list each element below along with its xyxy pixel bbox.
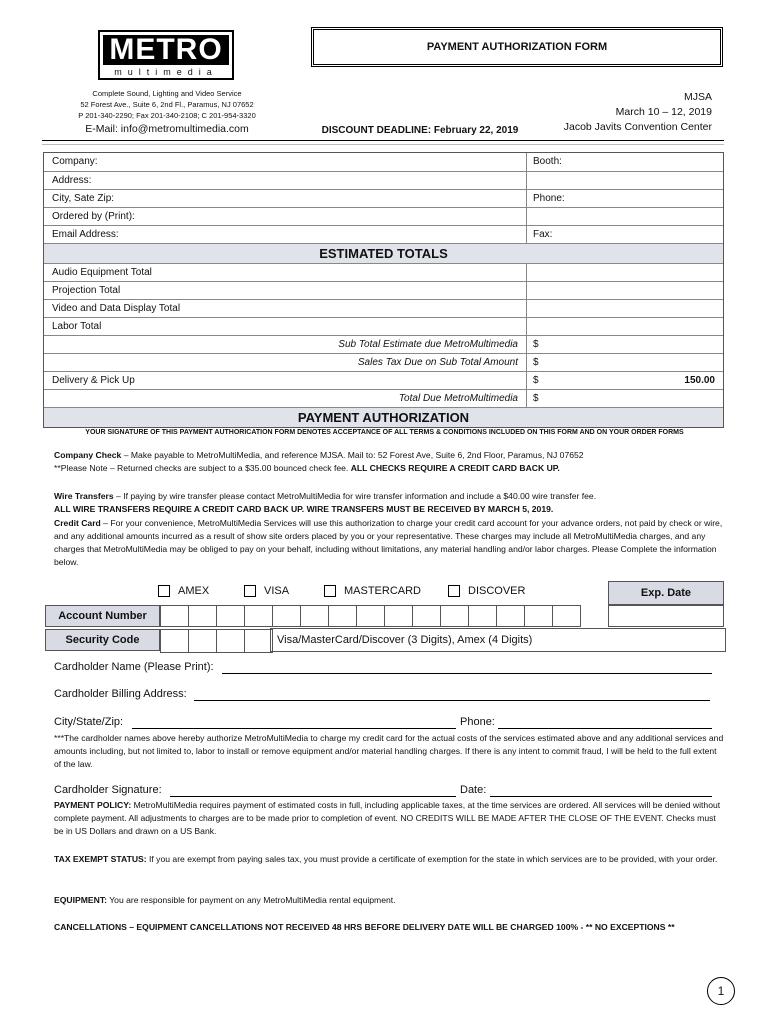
exp-date-label: Exp. Date bbox=[608, 581, 724, 605]
total-label: Video and Data Display Total bbox=[44, 300, 527, 317]
signature-input[interactable] bbox=[170, 796, 456, 797]
account-digit-cell[interactable] bbox=[244, 605, 273, 627]
authorization-statement: ***The cardholder names above hereby authorize MetroMultiMedia to charge my credit card for the actual costs of the services estimated above and any additional services and amounts including, but not limited to, labor to install or remove equipment and/or material handling charges. If there is any intent to commit fraud, I will be held to the full extent of the law. bbox=[54, 733, 724, 769]
check-note-bold: ALL CHECKS REQUIRE A CREDIT CARD BACK UP. bbox=[350, 463, 560, 473]
total-amount-cell[interactable] bbox=[527, 354, 723, 371]
phone-input[interactable] bbox=[498, 728, 712, 729]
total-label: Sub Total Estimate due MetroMultimedia bbox=[44, 336, 527, 353]
payment-policy bbox=[54, 799, 724, 838]
company-check-label: Company Check bbox=[54, 450, 122, 460]
equipment-label: EQUIPMENT: bbox=[54, 895, 107, 905]
account-digit-cell[interactable] bbox=[552, 605, 581, 627]
wire-transfer-paragraph bbox=[54, 490, 724, 516]
total-row bbox=[44, 281, 723, 299]
security-code-label: Security Code bbox=[45, 629, 160, 651]
account-digit-cell[interactable] bbox=[328, 605, 357, 627]
payment-policy-label: PAYMENT POLICY: bbox=[54, 800, 132, 810]
payment-authorization-heading: PAYMENT AUTHORIZATION bbox=[44, 407, 723, 427]
city-state-zip-field[interactable]: City, Sate Zip: bbox=[44, 190, 527, 207]
fax-field[interactable]: Fax: bbox=[533, 229, 553, 240]
city-state-zip-label: City/State/Zip: bbox=[54, 716, 124, 728]
wire-text: – If paying by wire transfer please contact MetroMultiMedia for wire transfer information and include a $40.00 wire transfer fee. bbox=[113, 491, 597, 501]
order-info-table bbox=[43, 152, 724, 428]
equipment-text: You are responsible for payment on any MetroMultiMedia rental equipment. bbox=[107, 895, 396, 905]
total-label: Labor Total bbox=[44, 318, 527, 335]
total-amount-cell[interactable] bbox=[527, 282, 723, 299]
company-logo bbox=[98, 30, 234, 80]
security-digit-cell[interactable] bbox=[160, 629, 189, 653]
info-row bbox=[44, 225, 723, 243]
company-email: E-Mail: info@metromultimedia.com bbox=[85, 123, 249, 135]
equipment-note bbox=[54, 894, 724, 907]
company-field[interactable]: Company: bbox=[44, 153, 527, 171]
amex-checkbox[interactable] bbox=[158, 585, 170, 597]
signature-label: Cardholder Signature: bbox=[54, 784, 162, 796]
booth-field[interactable]: Booth: bbox=[533, 156, 562, 167]
page-number: 1 bbox=[707, 977, 735, 1005]
account-digit-cell[interactable] bbox=[188, 605, 217, 627]
credit-label: Credit Card bbox=[54, 518, 101, 528]
security-digit-cell[interactable] bbox=[188, 629, 217, 653]
currency-symbol: $ bbox=[533, 375, 539, 386]
account-digit-cell[interactable] bbox=[216, 605, 245, 627]
total-amount-cell[interactable] bbox=[527, 264, 723, 281]
phone-field[interactable]: Phone: bbox=[533, 193, 565, 204]
total-label: Audio Equipment Total bbox=[44, 264, 527, 281]
account-digit-cell[interactable] bbox=[384, 605, 413, 627]
total-amount-cell[interactable] bbox=[527, 300, 723, 317]
tax-exempt-status bbox=[54, 853, 724, 866]
payment-policy-text: MetroMultiMedia requires payment of estimated costs in full, including applicable taxes, at the time services are ordered. All services will be denied without complete payment. All adjustments to charges are to be made prior to completion of event. NO CREDITS WILL BE MADE AFTER THE CLOSE OF THE EVENT. Checks must be in US Dollars and drawn on a US Bank. bbox=[54, 800, 721, 836]
estimated-totals-heading: ESTIMATED TOTALS bbox=[44, 243, 723, 263]
phone-label: Phone: bbox=[460, 716, 495, 728]
visa-label: VISA bbox=[264, 585, 290, 597]
security-digit-cell[interactable] bbox=[216, 629, 245, 653]
account-digit-cell[interactable] bbox=[468, 605, 497, 627]
total-label: Sales Tax Due on Sub Total Amount bbox=[44, 354, 527, 371]
cardholder-name-label: Cardholder Name (Please Print): bbox=[54, 661, 214, 673]
signature-notice: YOUR SIGNATURE OF THIS PAYMENT AUTHORICATION FORM DENOTES ACCEPTANCE OF ALL TERMS & CONDITIONS INCLUDED ON THIS FORM AND ON YOUR ORDER FORMS bbox=[85, 429, 684, 436]
total-row bbox=[44, 263, 723, 281]
billing-address-label: Cardholder Billing Address: bbox=[54, 688, 187, 700]
total-label: Delivery & Pick Up bbox=[44, 372, 527, 389]
form-title: PAYMENT AUTHORIZATION FORM bbox=[311, 27, 723, 67]
total-row bbox=[44, 299, 723, 317]
discover-label: DISCOVER bbox=[468, 585, 526, 597]
total-row bbox=[44, 317, 723, 335]
card-option-amex[interactable] bbox=[158, 585, 209, 597]
card-option-visa[interactable] bbox=[244, 585, 289, 597]
currency-symbol: $ bbox=[533, 393, 539, 404]
ordered-by-extra-field[interactable] bbox=[527, 208, 723, 225]
company-address: 52 Forest Ave., Suite 6, 2nd Fl., Paramus, NJ 07652 bbox=[80, 100, 254, 109]
total-label: Projection Total bbox=[44, 282, 527, 299]
email-address-field[interactable]: Email Address: bbox=[44, 226, 527, 243]
total-label: Total Due MetroMultimedia bbox=[44, 390, 527, 407]
company-phones: P 201-340-2290; Fax 201-340-2108; C 201-954-3320 bbox=[78, 111, 256, 120]
discount-deadline: DISCOUNT DEADLINE: February 22, 2019 bbox=[321, 125, 519, 136]
event-venue: Jacob Javits Convention Center bbox=[563, 121, 712, 133]
logo-subtitle: multimedia bbox=[114, 67, 218, 77]
mastercard-checkbox[interactable] bbox=[324, 585, 336, 597]
cardholder-name-input[interactable] bbox=[222, 673, 712, 674]
account-digit-cell[interactable] bbox=[440, 605, 469, 627]
company-tagline: Complete Sound, Lighting and Video Service bbox=[92, 89, 242, 98]
account-digit-cell[interactable] bbox=[412, 605, 441, 627]
event-dates: March 10 – 12, 2019 bbox=[615, 106, 712, 118]
account-digit-cell[interactable] bbox=[300, 605, 329, 627]
check-note: **Please Note – Returned checks are subject to a $35.00 bounced check fee. bbox=[54, 463, 351, 473]
info-row bbox=[44, 207, 723, 225]
account-digit-cell[interactable] bbox=[272, 605, 301, 627]
total-amount-cell[interactable] bbox=[527, 318, 723, 335]
currency-symbol: $ bbox=[533, 339, 539, 350]
event-code: MJSA bbox=[683, 91, 712, 103]
total-row bbox=[44, 371, 723, 389]
credit-text: – For your convenience, MetroMultiMedia Services will use this authorization to charge your credit card account for your advance orders, not paid by check or wire, and any additional amounts incurred as a result of show site orders placed by you or your representative. These charges may include all MetroMultiMedia charges, and any charges that MetroMultiMedia may be obliged to pay on your behalf, including without limitations, any material handling and/or labor charges. Please Complete the information below. bbox=[54, 518, 723, 567]
account-digit-cell[interactable] bbox=[356, 605, 385, 627]
logo-wordmark: METRO bbox=[103, 35, 229, 65]
visa-checkbox[interactable] bbox=[244, 585, 256, 597]
amex-label: AMEX bbox=[178, 585, 210, 597]
tax-exempt-text: If you are exempt from paying sales tax, you must provide a certificate of exemption for the state in which services are to be provided, with your order. bbox=[146, 854, 718, 864]
wire-label: Wire Transfers bbox=[54, 491, 114, 501]
tax-exempt-label: TAX EXEMPT STATUS: bbox=[54, 854, 147, 864]
info-row bbox=[44, 189, 723, 207]
total-amount-cell[interactable] bbox=[527, 336, 723, 353]
company-check-paragraph bbox=[54, 449, 724, 475]
date-input[interactable] bbox=[490, 796, 712, 797]
credit-card-paragraph bbox=[54, 517, 724, 569]
company-check-text: – Make payable to MetroMultiMedia, and reference MJSA. Mail to: 52 Forest Ave, Suite 6, 2nd Floor, Paramus, NJ 07652 bbox=[121, 450, 584, 460]
security-digit-cell[interactable] bbox=[244, 629, 273, 653]
account-digit-cell[interactable] bbox=[496, 605, 525, 627]
currency-symbol: $ bbox=[533, 357, 539, 368]
total-row bbox=[44, 335, 723, 353]
header-divider bbox=[42, 140, 724, 141]
card-option-discover[interactable] bbox=[448, 585, 525, 597]
date-label: Date: bbox=[460, 784, 487, 796]
account-digit-cell[interactable] bbox=[160, 605, 189, 627]
cancellation-policy: CANCELLATIONS – EQUIPMENT CANCELLATIONS NOT RECEIVED 48 HRS BEFORE DELIVERY DATE WILL BE CHARGED 100% - ** NO EXCEPTIONS ** bbox=[54, 922, 675, 932]
security-code-hint: Visa/MasterCard/Discover (3 Digits), Amex (4 Digits) bbox=[270, 628, 726, 652]
wire-bold-note: ALL WIRE TRANSFERS REQUIRE A CREDIT CARD BACK UP. WIRE TRANSFERS MUST BE RECEIVED BY MARCH 5, 2019. bbox=[54, 504, 554, 514]
mastercard-label: MASTERCARD bbox=[344, 585, 422, 597]
account-number-label: Account Number bbox=[45, 605, 160, 627]
discover-checkbox[interactable] bbox=[448, 585, 460, 597]
info-row bbox=[44, 171, 723, 189]
address-extra-field[interactable] bbox=[527, 172, 723, 189]
address-field[interactable]: Address: bbox=[44, 172, 527, 189]
total-row bbox=[44, 389, 723, 407]
info-row bbox=[44, 153, 723, 171]
card-option-mastercard[interactable] bbox=[324, 585, 421, 597]
header-divider-light bbox=[42, 144, 724, 145]
account-digit-cell[interactable] bbox=[524, 605, 553, 627]
total-amount-cell[interactable] bbox=[527, 390, 723, 407]
billing-address-input[interactable] bbox=[194, 700, 710, 701]
city-state-zip-input[interactable] bbox=[132, 728, 456, 729]
exp-date-input[interactable] bbox=[608, 605, 724, 627]
total-row bbox=[44, 353, 723, 371]
ordered-by-field[interactable]: Ordered by (Print): bbox=[44, 208, 527, 225]
total-amount-cell[interactable] bbox=[527, 372, 723, 389]
total-amount: 150.00 bbox=[684, 375, 715, 386]
